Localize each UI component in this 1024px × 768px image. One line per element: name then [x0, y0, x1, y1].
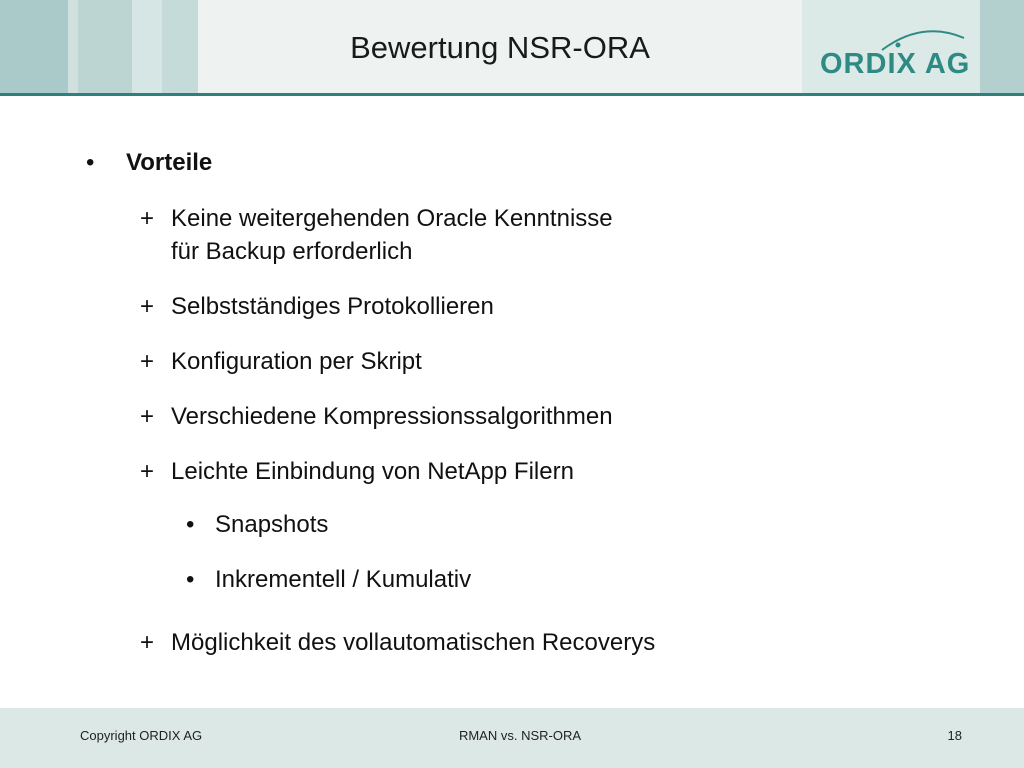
logo-text: ORDIX AG [820, 48, 971, 80]
plus-item-line: für Backup erforderlich [171, 238, 413, 265]
plus-marker: + [140, 629, 155, 656]
slide-header [0, 0, 1024, 96]
sub-bullet: Snapshots [215, 511, 329, 538]
plus-marker: + [140, 403, 155, 430]
plus-item [171, 202, 613, 268]
sub-bullet-marker: • [186, 511, 195, 538]
plus-marker: + [140, 348, 155, 375]
plus-item: Möglichkeit des vollautomatischen Recoverys [171, 629, 656, 656]
sub-bullet-marker: • [186, 566, 195, 593]
page-number: 18 [947, 728, 962, 743]
main-bullet-text: Vorteile [126, 149, 213, 176]
plus-item: Verschiedene Kompressionssalgorithmen [171, 403, 613, 430]
plus-item: Selbstständiges Protokollieren [171, 293, 494, 320]
plus-marker: + [140, 293, 155, 320]
bullet-marker: • [86, 149, 95, 176]
footer-copyright: Copyright ORDIX AG [80, 728, 203, 743]
sub-bullet: Inkrementell / Kumulativ [215, 566, 472, 593]
slide-title: Bewertung NSR-ORA [350, 30, 650, 65]
ordix-logo [812, 18, 972, 82]
plus-item-line: Keine weitergehenden Oracle Kenntnisse [171, 205, 613, 232]
plus-item: Konfiguration per Skript [171, 348, 422, 375]
plus-item: Leichte Einbindung von NetApp Filern [171, 458, 574, 485]
slide-body [0, 96, 1024, 706]
plus-marker: + [140, 458, 155, 485]
slide-footer [0, 708, 1024, 768]
plus-marker: + [140, 205, 155, 232]
footer-title: RMAN vs. NSR-ORA [458, 728, 582, 743]
